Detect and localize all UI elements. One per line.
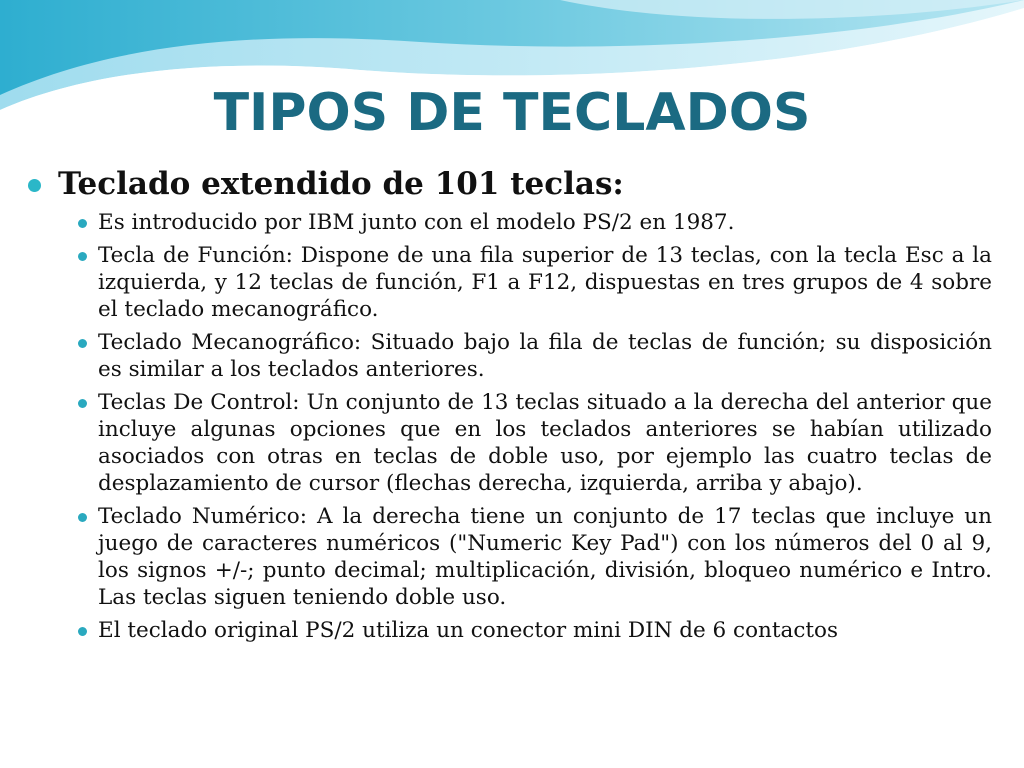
- list-item-text: Teclado Mecanográfico: Situado bajo la fila de teclas de función; su disposición es similar a los teclados anteriores.: [98, 330, 992, 383]
- bullet-dot-icon: [78, 252, 87, 261]
- list-item-text: Teclado Numérico: A la derecha tiene un conjunto de 17 teclas que incluye un juego de caracteres numéricos ("Numeric Key Pad") con los números del 0 al 9, los signos +/-; punto decimal; multiplicación, división, bloqueo numérico e Intro. Las teclas siguen teniendo doble uso.: [98, 504, 992, 611]
- bullet-dot-icon: [78, 513, 87, 522]
- bullet-dot-icon: [78, 399, 87, 408]
- bullet-dot-icon: [78, 627, 87, 636]
- list-item: [98, 242, 992, 323]
- list-item: [98, 329, 992, 383]
- list-item-text: Tecla de Función: Dispone de una fila superior de 13 teclas, con la tecla Esc a la izquierda, y 12 teclas de función, F1 a F12, dispuestas en tres grupos de 4 sobre el teclado mecanográfico.: [98, 243, 992, 323]
- bullet-heading: [28, 166, 992, 203]
- list-item-text: Teclas De Control: Un conjunto de 13 teclas situado a la derecha del anterior que incluye algunas opciones que en los teclados anteriores se habían utilizado asociados con otras en teclas de doble uso, por ejemplo las cuatro teclas de desplazamiento de cursor (flechas derecha, izquierda, arriba y abajo).: [98, 390, 992, 497]
- slide-content: [28, 166, 992, 650]
- bullet-dot-icon: [28, 179, 41, 192]
- list-item-text: Es introducido por IBM junto con el modelo PS/2 en 1987.: [98, 210, 735, 236]
- bullet-dot-icon: [78, 219, 87, 228]
- bullet-dot-icon: [78, 339, 87, 348]
- list-item: [98, 617, 992, 644]
- list-item: [98, 389, 992, 497]
- bullet-list: [28, 209, 992, 644]
- list-item-text: El teclado original PS/2 utiliza un conector mini DIN de 6 contactos: [98, 618, 839, 644]
- slide-title: TIPOS DE TECLADOS: [213, 83, 811, 143]
- list-item: [98, 209, 992, 236]
- list-item: [98, 503, 992, 611]
- heading-text: Teclado extendido de 101 teclas:: [58, 166, 624, 202]
